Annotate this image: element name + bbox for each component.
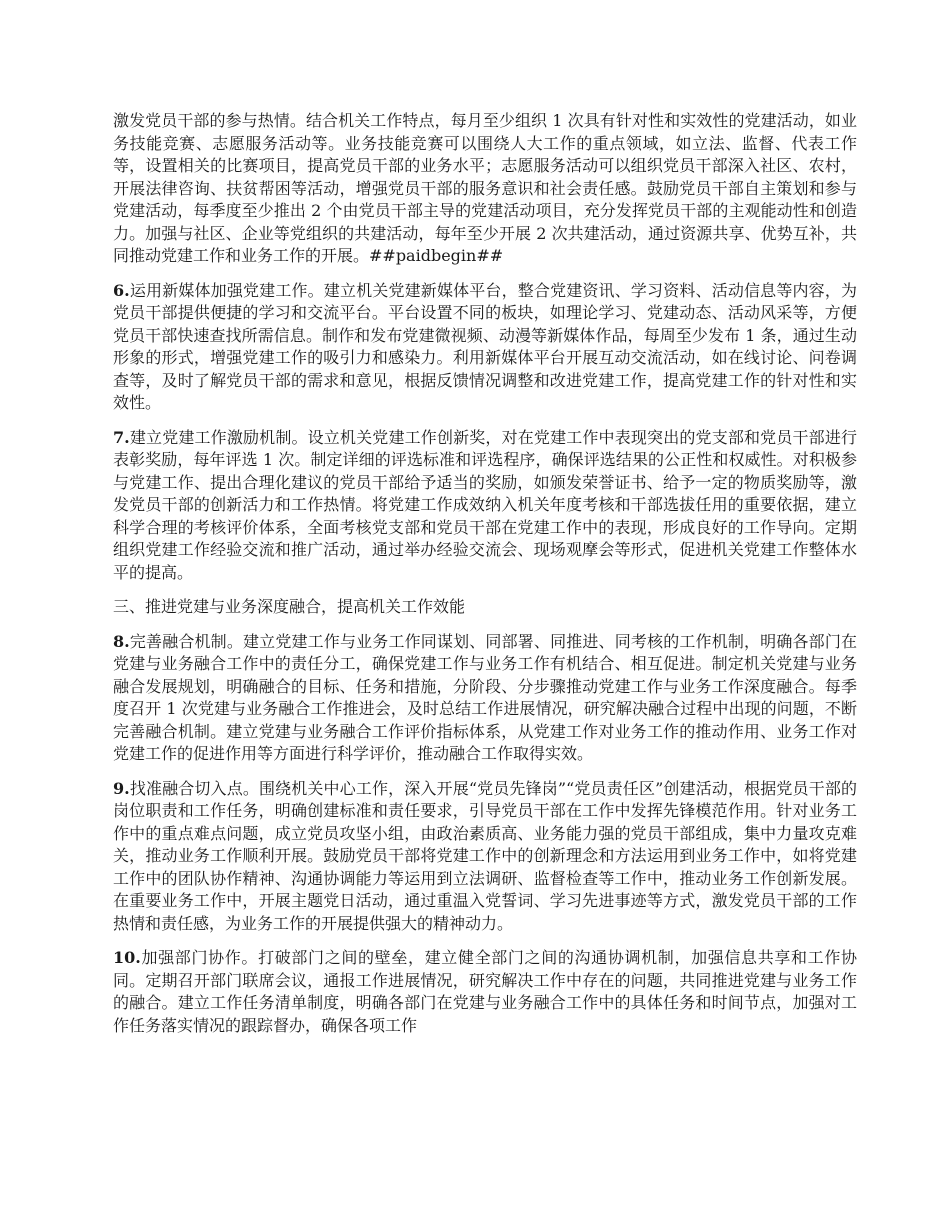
section-heading: 三、推进党建与业务深度融合，提高机关工作效能 <box>113 597 466 616</box>
paragraph-continued <box>113 110 857 268</box>
paragraph-item-8 <box>113 631 857 766</box>
paragraph-item-9 <box>113 778 857 936</box>
paragraph-item-6 <box>113 280 857 415</box>
paragraph-text: 完善融合机制。建立党建工作与业务工作同谋划、同部署、同推进、同考核的工作机制，明确各部门在党建与业务融合工作中的责任分工，确保党建工作与业务工作有机结合、相互促进。制定机关党建与业务融合发展规划，明确融合的目标、任务和措施，分阶段、分步骤推动党建工作与业务工作深度融合。每季度召开 1 次党建与业务融合工作推进会，及时总结工作进展情况，研究解决融合过程中出现的问题，不断完善融合机制。建立党建与业务融合工作评价指标体系，从党建工作对业务工作的推动作用、业务工作对党建工作的促进作用等方面进行科学评价，推动融合工作取得实效。 <box>113 631 857 763</box>
item-number: 8. <box>113 631 130 651</box>
item-number: 7. <box>113 427 130 447</box>
item-number: 10. <box>113 948 141 967</box>
paragraph-text: 加强部门协作。打破部门之间的壁垒，建立健全部门之间的沟通协调机制，加强信息共享和工作协同。定期召开部门联席会议，通报工作进展情况，研究解决工作中存在的问题，共同推进党建与业务工作的融合。建立工作任务清单制度，明确各部门在党建与业务融合工作中的具体任务和时间节点，加强对工作任务落实情况的跟踪督办，确保各项工作 <box>113 948 857 1035</box>
item-number: 9. <box>113 778 130 798</box>
item-number: 6. <box>113 280 130 300</box>
paragraph-text: 找准融合切入点。围绕机关中心工作，深入开展“党员先锋岗”“党员责任区”创建活动，根据党员干部的岗位职责和工作任务，明确创建标准和责任要求，引导党员干部在工作中发挥先锋模范作用。针对业务工作中的重点难点问题，成立党员攻坚小组，由政治素质高、业务能力强的党员干部组成，集中力量攻克难关，推动业务工作顺利开展。鼓励党员干部将党建工作中的创新理念和方法运用到业务工作中，如将党建工作中的团队协作精神、沟通协调能力等运用到立法调研、监督检查等工作中，推动业务工作创新发展。在重要业务工作中，开展主题党日活动，通过重温入党誓词、学习先进事迹等方式，激发党员干部的工作热情和责任感，为业务工作的开展提供强大的精神动力。 <box>113 778 857 933</box>
document-page <box>113 110 857 1049</box>
paragraph-item-7 <box>113 427 857 585</box>
paragraph-text: 运用新媒体加强党建工作。建立机关党建新媒体平台，整合党建资讯、学习资料、活动信息等内容，为党员干部提供便捷的学习和交流平台。平台设置不同的板块，如理论学习、党建动态、活动风采等，方便党员干部快速查找所需信息。制作和发布党建微视频、动漫等新媒体作品，每周至少发布 1 条，通过生动形象的形式，增强党建工作的吸引力和感染力。利用新媒体平台开展互动交流活动，如在线讨论、问卷调查等，及时了解党员干部的需求和意见，根据反馈情况调整和改进党建工作，提高党建工作的针对性和实效性。 <box>113 280 857 412</box>
paragraph-text: 建立党建工作激励机制。设立机关党建工作创新奖，对在党建工作中表现突出的党支部和党员干部进行表彰奖励，每年评选 1 次。制定详细的评选标准和评选程序，确保评选结果的公正性和权威性。对积极参与党建工作、提出合理化建议的党员干部给予适当的奖励，如颁发荣誉证书、给予一定的物质奖励等，激发党员干部的创新活力和工作热情。将党建工作成效纳入机关年度考核和干部选拔任用的重要依据，建立科学合理的考核评价体系，全面考核党支部和党员干部在党建工作中的表现，形成良好的工作导向。定期组织党建工作经验交流和推广活动，通过举办经验交流会、现场观摩会等形式，促进机关党建工作整体水平的提高。 <box>113 427 857 582</box>
paragraph-text: 激发党员干部的参与热情。结合机关工作特点，每月至少组织 1 次具有针对性和实效性的党建活动，如业务技能竞赛、志愿服务活动等。业务技能竞赛可以围绕人大工作的重点领域，如立法、监督、代表工作等，设置相关的比赛项目，提高党员干部的业务水平；志愿服务活动可以组织党员干部深入社区、农村，开展法律咨询、扶贫帮困等活动，增强党员干部的服务意识和社会责任感。鼓励党员干部自主策划和参与党建活动，每季度至少推出 2 个由党员干部主导的党建活动项目，充分发挥党员干部的主观能动性和创造力。加强与社区、企业等党组织的共建活动，每年至少开展 2 次共建活动，通过资源共享、优势互补，共同推动党建工作和业务工作的开展。##paidbegin## <box>113 111 857 265</box>
paragraph-item-10 <box>113 947 857 1037</box>
